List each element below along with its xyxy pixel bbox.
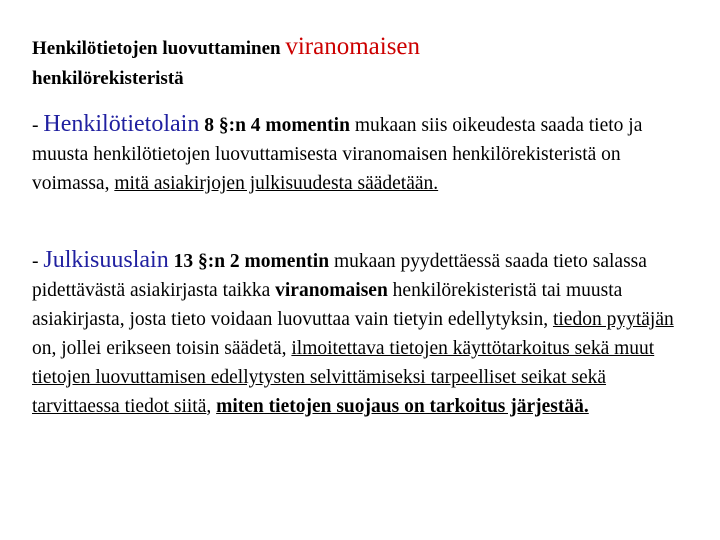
title-part-3: henkilörekisteristä xyxy=(32,68,184,89)
law-reference: 13 §:n 2 momentin xyxy=(168,251,330,272)
title-part-1: Henkilötietojen luovuttaminen xyxy=(32,38,286,59)
paragraph-text: on, jollei erikseen toisin säädetä, xyxy=(32,338,292,359)
paragraph-julkisuuslaki xyxy=(32,246,692,421)
underlined-text: mitä asiakirjojen julkisuudesta säädetään. xyxy=(114,173,439,194)
paragraph-henkilotietolaki xyxy=(32,110,692,198)
law-name: Henkilötietolain xyxy=(43,111,200,137)
paragraph-text: henkilörekisteristä tai muusta asiakirjasta, josta tieto voidaan luovuttaa vain tietyin edellytyksin, xyxy=(32,280,623,330)
law-name: Julkisuuslain xyxy=(43,247,169,273)
bold-underlined-text: miten tietojen suojaus on tarkoitus järjestää. xyxy=(216,396,589,417)
slide-title xyxy=(32,32,692,94)
paragraph-text: mukaan siis oikeudesta saada tieto ja muusta henkilötietojen luovuttamisesta viranomaisen henkilörekisteristä on voimassa, xyxy=(32,115,643,194)
bullet-dash: - xyxy=(32,251,44,272)
underlined-text: ilmoitettava tietojen käyttötarkoitus sekä muut tietojen luovuttamisen edellytysten selvittämiseksi tarpeelliset seikat sekä tarvittaessa tiedot siitä xyxy=(32,338,655,417)
paragraph-text: , xyxy=(206,396,217,417)
bold-text: viranomaisen xyxy=(275,280,388,301)
bullet-dash: - xyxy=(32,115,44,136)
law-reference: 8 §:n 4 momentin xyxy=(199,115,350,136)
title-part-2: viranomaisen xyxy=(285,33,421,60)
underlined-text: tiedon pyytäjän xyxy=(552,309,674,330)
paragraph-text: mukaan pyydettäessä saada tieto salassa pidettävästä asiakirjasta taikka xyxy=(32,251,647,301)
